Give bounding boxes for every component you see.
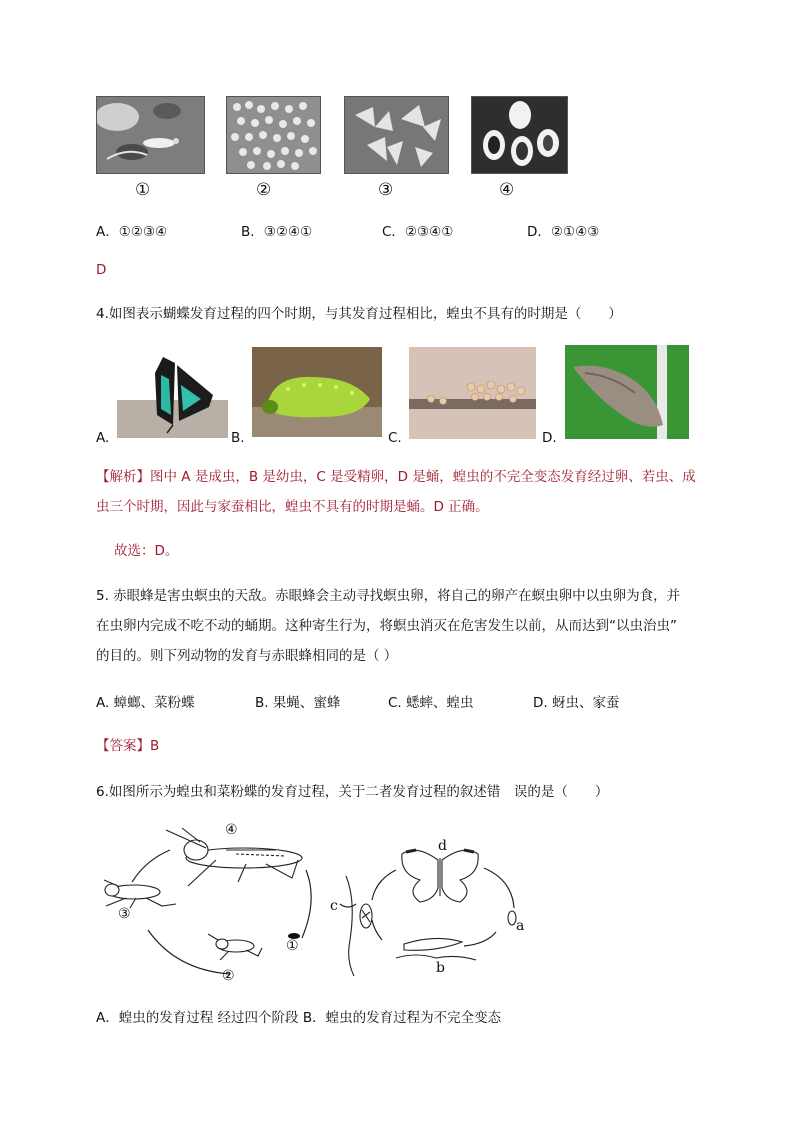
grasshopper-label-3: ③ [118,906,131,922]
q3-option-d: D．②①④③ [527,224,600,240]
grasshopper-label-2: ② [222,968,235,984]
q4-analysis-line-2: 虫三个时期，因此与家蚕相比，蝗虫不具有的时期是蛹。D 正确。 [96,499,489,515]
butterfly-eggs-graphic [409,347,536,439]
butterfly-label-c: c [330,898,338,914]
q4-choice: 故选：D。 [114,543,179,559]
silkworm-cocoons-graphic [472,97,567,173]
caterpillar-graphic [252,347,382,437]
q3-answer: D [96,262,107,278]
q5-option-d: D. 蚜虫、家蚕 [533,695,620,711]
q3-option-c: C．②③④① [382,224,454,240]
grasshopper-label-4: ④ [225,822,238,838]
q5-option-b: B. 果蝇、蜜蜂 [255,695,341,711]
caption-3: ③ [378,180,394,200]
photo-silkworm-cocoons [471,96,568,174]
q6-options-line: A．蝗虫的发育过程 经过四个阶段 B．蝗虫的发育过程为不完全变态 [96,1010,502,1026]
silkworm-larva-graphic [97,97,204,173]
chrysalis-graphic [565,345,689,439]
q5-line-1: 5. 赤眼蜂是害虫螟虫的天敌。赤眼蜂会主动寻找螟虫卵，将自己的卵产在螟虫卵中以虫卵为食，并 [96,588,681,604]
silk-moths-graphic [345,97,448,173]
q5-answer-value: B [150,738,160,754]
butterfly-label-a: a [516,918,525,934]
q4-stem: 4.如图表示蝴蝶发育过程的四个时期，与其发育过程相比，蝗虫不具有的时期是（ ） [96,306,622,322]
q6-stem: 6.如图所示为蝗虫和菜粉蝶的发育过程，关于二者发育过程的叙述错 误的是（ ） [96,784,609,800]
butterfly-label-b: b [436,960,445,976]
q5-line-3: 的目的。则下列动物的发育与赤眼蜂相同的是（ ） [96,648,398,664]
q4-label-a: A. [96,430,110,446]
photo-caterpillar [252,347,382,437]
q3-option-a: A．①②③④ [96,224,168,240]
photo-butterfly-eggs [409,347,536,439]
grasshopper-label-1: ① [286,938,299,954]
grasshopper-life-cycle-diagram [96,820,326,990]
butterfly-life-cycle-diagram [336,840,536,980]
caption-2: ② [256,180,272,200]
caption-4: ④ [499,180,515,200]
q5-line-2: 在虫卵内完成不吃不动的蛹期。这种寄生行为，将螟虫消灭在危害发生以前，从而达到“以虫治虫” [96,618,677,634]
photo-butterfly-adult [117,345,228,438]
q4-label-b: B. [231,430,245,446]
q4-analysis-line-1: 【解析】图中 A 是成虫，B 是幼虫，C 是受精卵，D 是蛹，蝗虫的不完全变态发育经过卵、若虫、成 [96,469,696,485]
q3-option-b: B．③②④① [241,224,313,240]
q5-option-c: C. 蟋蟀、蝗虫 [388,695,474,711]
silkworm-eggs-graphic [227,97,320,173]
q5-option-a: A. 蟑螂、菜粉蝶 [96,695,195,711]
photo-silkworm-larva [96,96,205,174]
q5-answer-label: 【答案】 [96,738,150,754]
photo-silk-moths [344,96,449,174]
caption-1: ① [135,180,151,200]
q5-answer [96,736,159,756]
q4-label-d: D. [542,430,557,446]
butterfly-adult-graphic [117,345,228,438]
q4-label-c: C. [388,430,402,446]
photo-chrysalis [565,345,689,439]
butterfly-label-d: d [438,838,447,854]
photo-silkworm-eggs [226,96,321,174]
